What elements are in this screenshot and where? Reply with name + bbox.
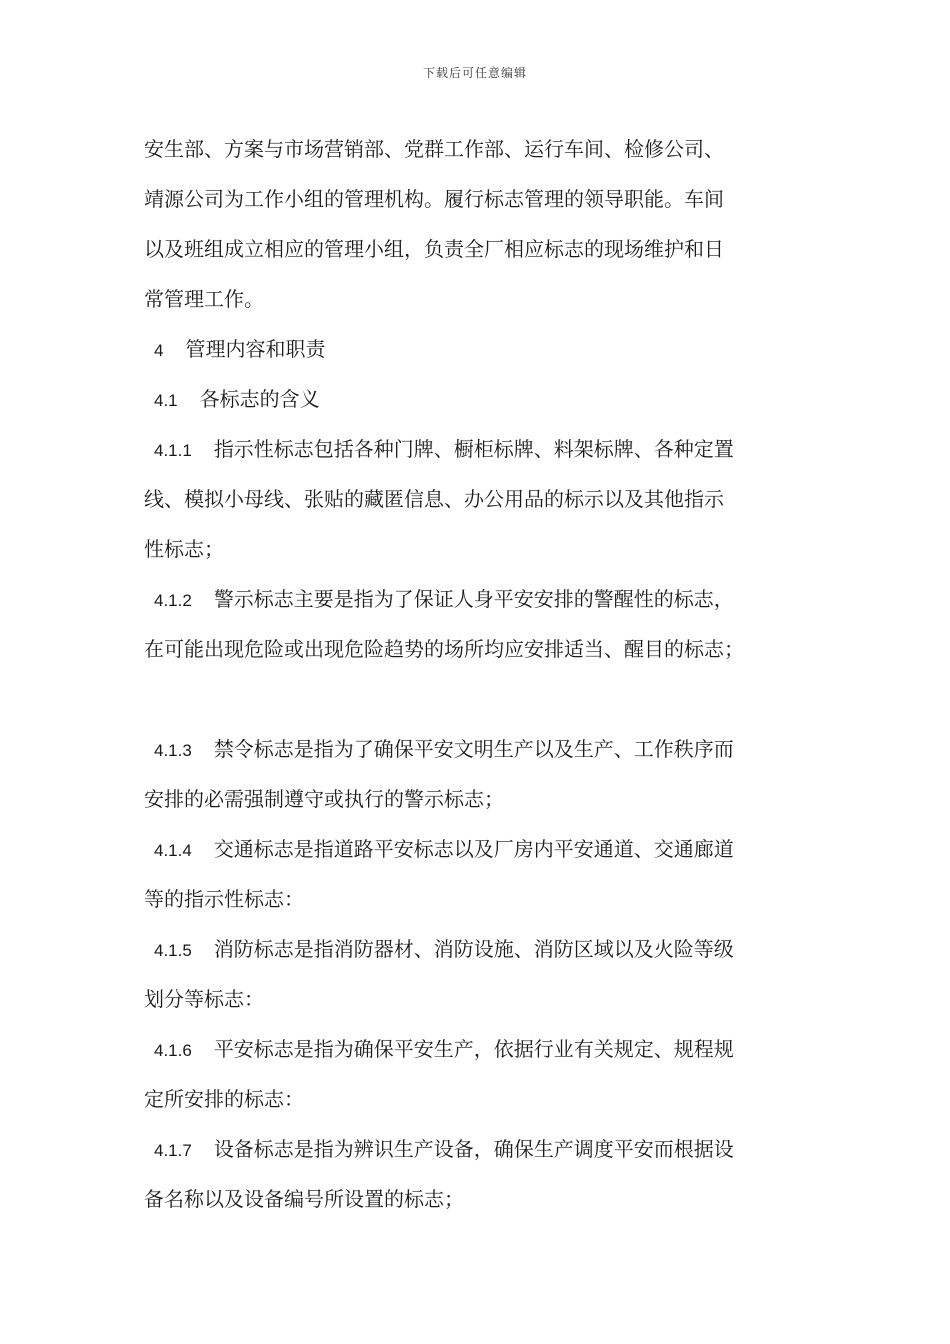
clause-text: 警示标志主要是指为了保证人身平安安排的警醒性的标志， <box>213 587 734 611</box>
clause-text: 禁令标志是指为了确保平安文明生产以及生产、工作秩序而 <box>213 737 734 761</box>
clause-4-1-5 <box>144 924 824 1024</box>
document-body <box>144 124 824 1224</box>
clause-first-line <box>144 724 824 774</box>
clause-4-1-2 <box>144 574 824 674</box>
clause-text: 消防标志是指消防器材、消防设施、消防区域以及火险等级 <box>213 937 734 961</box>
clause-number: 4.1.2 <box>154 591 192 610</box>
clause-first-line <box>144 574 824 624</box>
clause-first-line <box>144 424 824 474</box>
clause-number: 4.1.4 <box>154 841 192 860</box>
clause-line: 等的指示性标志： <box>144 887 304 911</box>
paragraph-line: 安生部、方案与市场营销部、党群工作部、运行车间、检修公司、 <box>144 137 724 161</box>
clause-number: 4.1.6 <box>154 1041 192 1060</box>
clause-first-line <box>144 924 824 974</box>
blank-line <box>144 674 824 724</box>
paragraph-line: 以及班组成立相应的管理小组，负责全厂相应标志的现场维护和日 <box>144 237 724 261</box>
section-title: 各标志的含义 <box>199 387 320 411</box>
clause-number: 4.1.3 <box>154 741 192 760</box>
clause-4-1-3 <box>144 724 824 824</box>
clause-number: 4.1.5 <box>154 941 192 960</box>
clause-4-1-4 <box>144 824 824 924</box>
clause-4-1-1 <box>144 424 824 574</box>
clause-text: 交通标志是指道路平安标志以及厂房内平安通道、交通廊道 <box>213 837 734 861</box>
clause-line: 划分等标志： <box>144 987 264 1011</box>
section-heading-4 <box>144 324 824 374</box>
section-number: 4.1 <box>154 391 178 410</box>
clause-first-line <box>144 824 824 874</box>
clause-line: 定所安排的标志： <box>144 1087 304 1111</box>
paragraph-line: 常管理工作。 <box>144 287 264 311</box>
intro-paragraph <box>144 124 824 324</box>
paragraph-line: 靖源公司为工作小组的管理机构。履行标志管理的领导职能。车间 <box>144 187 724 211</box>
clause-line: 性标志； <box>144 537 224 561</box>
clause-line: 备名称以及设备编号所设置的标志； <box>144 1187 464 1211</box>
clause-line: 安排的必需强制遵守或执行的警示标志； <box>144 787 504 811</box>
clause-first-line <box>144 1024 824 1074</box>
heading-line <box>144 374 824 424</box>
clause-text: 指示性标志包括各种门牌、橱柜标牌、料架标牌、各种定置 <box>213 437 734 461</box>
section-title: 管理内容和职责 <box>185 337 326 361</box>
clause-number: 4.1.7 <box>154 1141 192 1160</box>
section-heading-4-1 <box>144 374 824 424</box>
clause-text: 平安标志是指为确保平安生产，依据行业有关规定、规程规 <box>213 1037 734 1061</box>
clause-line: 线、模拟小母线、张贴的藏匿信息、办公用品的标示以及其他指示 <box>144 487 724 511</box>
section-number: 4 <box>154 341 164 360</box>
page-header: 下载后可任意编辑 <box>422 66 527 80</box>
heading-line <box>144 324 824 374</box>
clause-4-1-7 <box>144 1124 824 1224</box>
clause-text: 设备标志是指为辨识生产设备，确保生产调度平安而根据设 <box>213 1137 734 1161</box>
clause-first-line <box>144 1124 824 1174</box>
clause-line: 在可能出现危险或出现危险趋势的场所均应安排适当、醒目的标志； <box>144 637 744 661</box>
clause-number: 4.1.1 <box>154 441 192 460</box>
clause-4-1-6 <box>144 1024 824 1124</box>
